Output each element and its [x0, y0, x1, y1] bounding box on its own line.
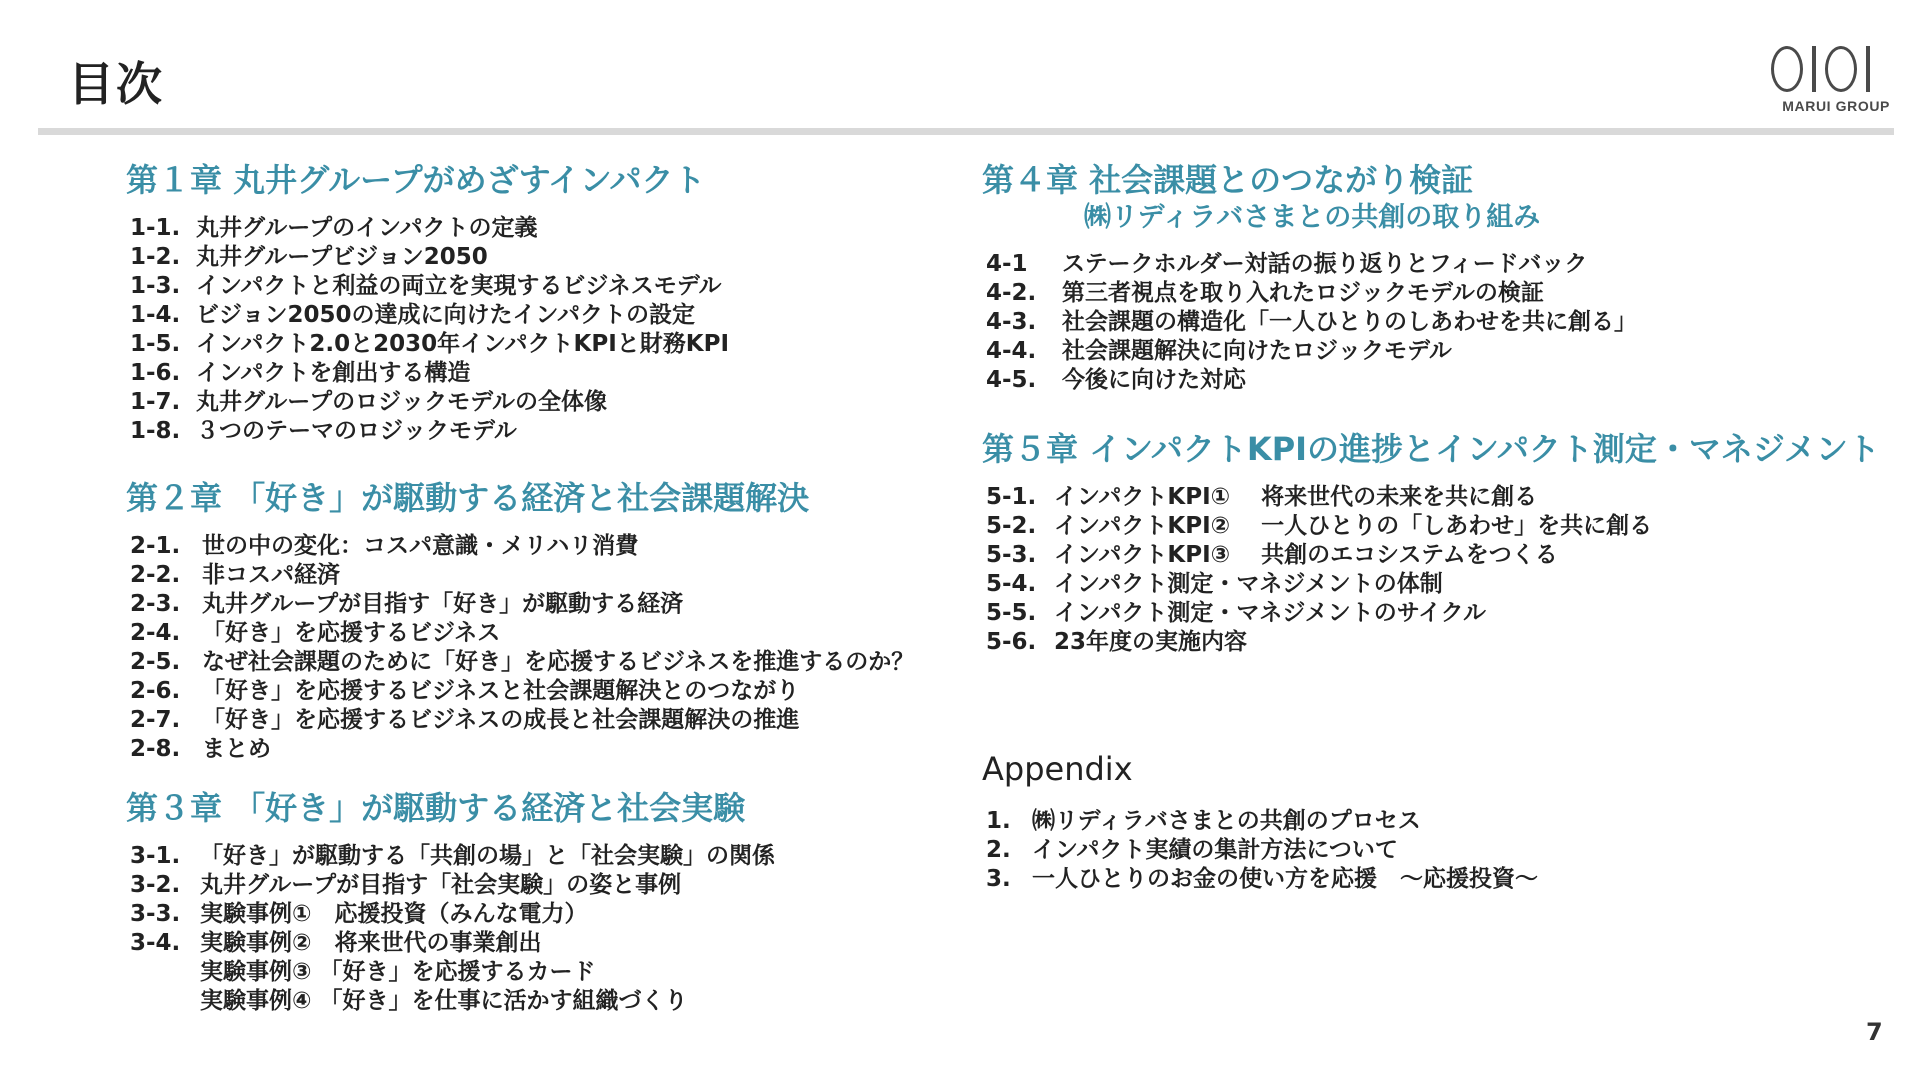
appendix-items	[982, 807, 1892, 894]
chapter-4-subtitle: ㈱リディラバさまとの共創の取り組み	[1084, 202, 1541, 233]
toc-item	[130, 590, 966, 619]
toc-item-number: 2-6.	[130, 678, 181, 704]
toc-item-number: 1-1.	[130, 215, 181, 241]
toc-item-text: インパクト測定・マネジメントのサイクル	[1054, 600, 1486, 626]
toc-item-text: ステークホルダー対話の振り返りとフィードバック	[1062, 251, 1588, 277]
appendix-title: Appendix	[982, 750, 1133, 788]
toc-item	[986, 279, 1892, 308]
toc-item	[986, 337, 1892, 366]
toc-item-text: 「好き」を応援するビジネスの成長と社会課題解決の推進	[202, 707, 800, 733]
logo-i-shape	[1866, 46, 1870, 92]
toc-item	[130, 532, 966, 561]
toc-item-number: 5-6.	[986, 629, 1037, 655]
toc-item	[130, 214, 966, 243]
toc-item-number: 3.	[986, 866, 1011, 892]
toc-item-number: 2-8.	[130, 736, 181, 762]
toc-item-number: 5-1.	[986, 484, 1037, 510]
toc-item-number: 5-2.	[986, 513, 1037, 539]
logo-mark	[1760, 44, 1890, 94]
toc-item-number: 1-2.	[130, 244, 181, 270]
toc-item	[130, 272, 966, 301]
chapter-2-items	[126, 532, 966, 764]
chapter-5-items	[982, 483, 1892, 657]
toc-item-text: 実験事例④ 「好き」を仕事に活かす組織づくり	[200, 988, 688, 1014]
toc-item	[130, 735, 966, 764]
toc-item-text: インパクトKPI② 一人ひとりの「しあわせ」を共に創る	[1054, 513, 1653, 539]
toc-item-number: 5-3.	[986, 542, 1037, 568]
chapter-3-items	[126, 842, 966, 1016]
toc-item-text: 世の中の変化：コスパ意識・メリハリ消費	[202, 533, 639, 559]
toc-item-number	[130, 987, 200, 1016]
toc-item	[130, 301, 966, 330]
toc-item-number: 4-5.	[986, 367, 1037, 393]
toc-item-text: インパクト実績の集計方法について	[1032, 837, 1398, 863]
toc-item-number: 1-7.	[130, 389, 181, 415]
toc-item-number: 4-1	[986, 251, 1028, 277]
chapter-3-title: 第３章 「好き」が駆動する経済と社会実験	[126, 789, 746, 827]
toc-item-text: まとめ	[202, 736, 271, 762]
toc-item	[986, 250, 1892, 279]
chapter-3	[126, 788, 966, 1016]
toc-item-number: 5-4.	[986, 571, 1037, 597]
toc-item-number: 3-3.	[130, 901, 181, 927]
chapter-4-items	[982, 250, 1892, 395]
toc-item-number: 2-4.	[130, 620, 181, 646]
chapter-1-items	[126, 214, 966, 446]
toc-item-number: 2-2.	[130, 562, 181, 588]
toc-item-text: 丸井グループが目指す「社会実験」の姿と事例	[200, 872, 682, 898]
toc-item	[130, 330, 966, 359]
toc-item-text: 丸井グループビジョン2050	[196, 244, 488, 270]
toc-item-text: 第三者視点を取り入れたロジックモデルの検証	[1062, 280, 1544, 306]
toc-item	[986, 570, 1892, 599]
toc-item	[986, 807, 1892, 836]
logo-i-shape	[1812, 46, 1816, 92]
toc-item-text: 「好き」が駆動する「共創の場」と「社会実験」の関係	[200, 843, 775, 869]
toc-item-number: 4-4.	[986, 338, 1037, 364]
toc-item	[986, 366, 1892, 395]
toc-item-number: 2-7.	[130, 707, 181, 733]
logo-text: MARUI GROUP	[1782, 98, 1890, 114]
toc-item	[986, 628, 1892, 657]
toc-item	[130, 561, 966, 590]
toc-item-text: 一人ひとりのお金の使い方を応援 ～応援投資～	[1032, 866, 1538, 892]
toc-item-text: 「好き」を応援するビジネスと社会課題解決とのつながり	[202, 678, 800, 704]
toc-item-number: 1-8.	[130, 418, 181, 444]
toc-item-text: 丸井グループのロジックモデルの全体像	[196, 389, 608, 415]
logo	[1760, 44, 1890, 120]
toc-item-text: 丸井グループのインパクトの定義	[196, 215, 538, 241]
toc-item-number: 3-2.	[130, 872, 181, 898]
toc-item	[986, 865, 1892, 894]
toc-item	[986, 836, 1892, 865]
toc-item-number	[130, 958, 200, 987]
toc-item-text: 実験事例② 将来世代の事業創出	[200, 930, 542, 956]
toc-item-number: 5-5.	[986, 600, 1037, 626]
chapter-1-title: 第１章 丸井グループがめざすインパクト	[126, 161, 706, 199]
toc-item-text: インパクトと利益の両立を実現するビジネスモデル	[196, 273, 722, 299]
toc-item	[986, 308, 1892, 337]
chapter-5-title: 第５章 インパクトKPIの進捗とインパクト測定・マネジメント	[982, 430, 1880, 468]
toc-item-number: 3-4.	[130, 930, 181, 956]
toc-item-number: 4-3.	[986, 309, 1037, 335]
toc-item	[986, 599, 1892, 628]
toc-item	[986, 512, 1892, 541]
toc-item	[130, 958, 966, 987]
toc-item-text: 非コスパ経済	[202, 562, 340, 588]
toc-item-text: 今後に向けた対応	[1062, 367, 1246, 393]
toc-item	[130, 871, 966, 900]
toc-item-number: 2-5.	[130, 649, 181, 675]
toc-item	[130, 619, 966, 648]
page-number: 7	[1866, 1018, 1883, 1046]
logo-o-shape	[1771, 46, 1803, 92]
toc-item	[986, 483, 1892, 512]
toc-item-text: インパクト測定・マネジメントの体制	[1054, 571, 1443, 597]
toc-item-text: 社会課題の構造化「一人ひとりのしあわせを共に創る」	[1062, 309, 1637, 335]
header-rule	[38, 128, 1894, 135]
toc-item-number: 1-6.	[130, 360, 181, 386]
chapter-5	[982, 429, 1892, 657]
toc-item-number: 1-5.	[130, 331, 181, 357]
toc-right-column	[982, 160, 1892, 894]
toc-item-text: ㈱リディラバさまとの共創のプロセス	[1032, 808, 1421, 834]
chapter-2	[126, 478, 966, 764]
toc-item-text: インパクトKPI① 将来世代の未来を共に創る	[1054, 484, 1538, 510]
toc-item-text: 実験事例① 応援投資（みんな電力）	[200, 901, 588, 927]
toc-item-text: 「好き」を応援するビジネス	[202, 620, 501, 646]
toc-item-number: 2-1.	[130, 533, 181, 559]
toc-item-text: ３つのテーマのロジックモデル	[196, 418, 517, 444]
toc-item-text: インパクトKPI③ 共創のエコシステムをつくる	[1054, 542, 1558, 568]
toc-item	[130, 842, 966, 871]
toc-item	[130, 388, 966, 417]
chapter-4	[982, 160, 1892, 395]
toc-item-text: 23年度の実施内容	[1054, 629, 1248, 655]
toc-item-number: 1.	[986, 808, 1011, 834]
toc-item	[130, 929, 966, 958]
toc-item	[130, 900, 966, 929]
logo-o-shape	[1825, 46, 1857, 92]
toc-item-text: インパクト2.0と2030年インパクトKPIと財務KPI	[196, 331, 730, 357]
appendix	[982, 749, 1892, 894]
toc-item	[130, 987, 966, 1016]
toc-left-column	[126, 160, 966, 1016]
toc-item-number: 4-2.	[986, 280, 1037, 306]
toc-item	[130, 243, 966, 272]
toc-item-text: ビジョン2050の達成に向けたインパクトの設定	[196, 302, 695, 328]
toc-item-text: なぜ社会課題のために「好き」を応援するビジネスを推進するのか？	[202, 649, 915, 675]
toc-item	[130, 706, 966, 735]
toc-item-text: インパクトを創出する構造	[196, 360, 471, 386]
toc-item	[130, 359, 966, 388]
toc-item-number: 2-3.	[130, 591, 181, 617]
toc-item-text: 社会課題解決に向けたロジックモデル	[1062, 338, 1452, 364]
toc-item	[986, 541, 1892, 570]
toc-item-text: 丸井グループが目指す「好き」が駆動する経済	[202, 591, 684, 617]
toc-item-number: 3-1.	[130, 843, 181, 869]
toc-item	[130, 417, 966, 446]
chapter-2-title: 第２章 「好き」が駆動する経済と社会課題解決	[126, 479, 810, 517]
toc-item-number: 2.	[986, 837, 1011, 863]
chapter-1	[126, 160, 966, 446]
toc-item	[130, 648, 966, 677]
toc-item-number: 1-3.	[130, 273, 181, 299]
chapter-4-title: 第４章 社会課題とのつながり検証	[982, 161, 1474, 199]
toc-item	[130, 677, 966, 706]
page-title: 目次	[68, 57, 164, 111]
toc-item-text: 実験事例③ 「好き」を応援するカード	[200, 959, 596, 985]
toc-item-number: 1-4.	[130, 302, 181, 328]
